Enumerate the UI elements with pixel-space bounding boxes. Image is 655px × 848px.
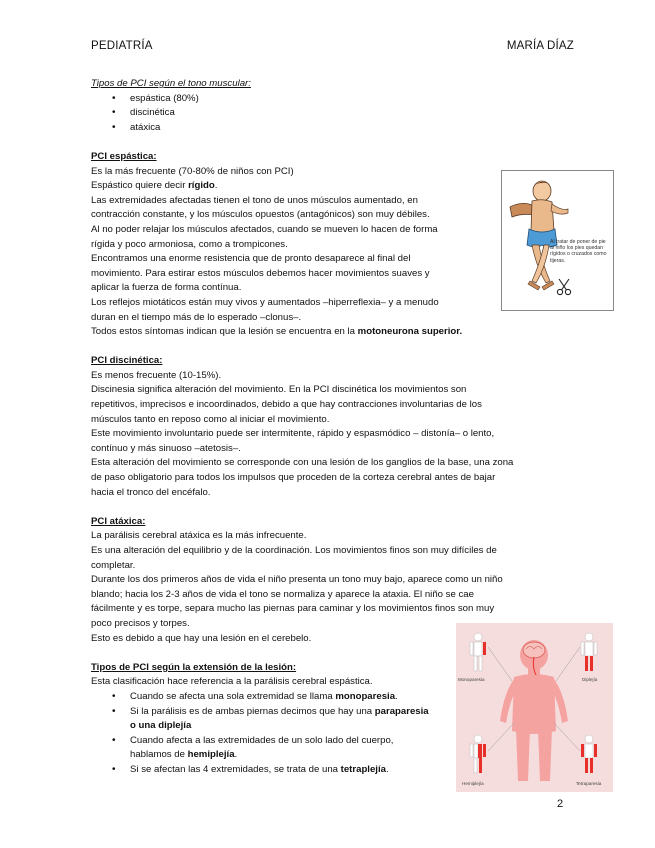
text-line: Esta alteración del movimiento se corresponde con una lesión de los ganglios de la base, una zona: [91, 457, 514, 469]
spastic-child-figure: [501, 170, 614, 311]
text-line: Esta clasificación hace referencia a la parálisis cerebral espástica.: [91, 676, 373, 688]
heading-ataxica: PCI atáxica:: [91, 515, 146, 527]
list-item: • espástica (80%): [91, 92, 561, 107]
text-line: movimiento. Para estirar estos músculos debemos hacer movimientos suaves y: [91, 267, 430, 279]
rigido-bold: rígido: [188, 180, 215, 192]
text-line: Durante los dos primeros años de vida el niño presenta un tono muy bajo, aparece como un niño: [91, 574, 503, 586]
text-line: Al no poder relajar los músculos afectados, cuando se mueven lo hacen de forma: [91, 223, 438, 235]
text-line: Los reflejos miotáticos están muy vivos y aumentados –hiperreflexia– y a menudo: [91, 296, 439, 308]
hemiplejia-figure: [470, 735, 486, 773]
text-line: rígida y poco armoniosa, como a trompicones.: [91, 238, 288, 250]
text-line: Es una alteración del equilibrio y de la coordinación. Los movimientos finos son muy difíciles de: [91, 545, 497, 556]
tetraparesia-figure: [581, 735, 597, 773]
section-title-tono: Tipos de PCI según el tono muscular:: [91, 78, 251, 89]
list-item: • discinética: [91, 106, 561, 121]
text-line: Es la más frecuente (70-80% de niños con PCI): [91, 165, 294, 177]
list-item: • Si la parálisis es de ambas piernas decimos que hay una paraparesia o una diplejía: [91, 705, 436, 734]
extension-types-figure: [456, 623, 613, 792]
body-diagram-icon: [456, 623, 613, 792]
text-line: músculos tanto en reposo como al iniciar el movimiento.: [91, 413, 330, 425]
list-item: • Si se afectan las 4 extremidades, se trata de una tetraplejía.: [91, 763, 436, 778]
text-line: Esto es debido a que hay una lesión en el cerebelo.: [91, 632, 312, 644]
text-line: contínuo y más sinuoso –atetosis–.: [91, 442, 241, 454]
text-line: Discinesia significa alteración del movimiento. En la PCI discinética los movimientos son: [91, 384, 467, 396]
heading-discinetica: PCI discinética:: [91, 355, 163, 367]
heading-extension: Tipos de PCI según la extensión de la lesión:: [91, 661, 297, 673]
text-line: de paso obligatorio para todos los impulsos que proceden de la corteza cerebral antes de bajar: [91, 472, 496, 484]
list-item: • Cuando afecta a las extremidades de un solo lado del cuerpo, hablamos de hemiplejía.: [91, 734, 436, 763]
extension-list: [91, 690, 436, 778]
diplejia-figure: [581, 633, 597, 671]
text-line: aplicar la fuerza de forma contínua.: [91, 282, 242, 294]
text-line: completar.: [91, 559, 136, 571]
text-line: fácilmente y es torpe, separa mucho las piernas para caminar y los movimientos finos son muy: [91, 603, 495, 615]
text-line: duran en el tiempo más de lo esperado –clonus–.: [91, 311, 302, 323]
label-hemiplejia: Hemiplejía: [462, 781, 484, 786]
tono-list: [91, 92, 561, 136]
text-line: Este movimiento involuntario puede ser intermitente, rápido y espasmódico – distonía– o lento,: [91, 428, 495, 440]
text-line: Es menos frecuente (10-15%).: [91, 369, 222, 381]
text-line: poco precisos y torpes.: [91, 617, 190, 629]
text-line: La parálisis cerebral atáxica es la más infrecuente.: [91, 530, 307, 542]
motoneurona-bold: motoneurona superior.: [357, 326, 463, 338]
label-diplejia: Diplejía: [582, 677, 598, 682]
text-line: hacia el tronco del encéfalo.: [91, 486, 211, 498]
header-left: PEDIATRÍA: [91, 40, 153, 52]
figure-caption: Al tratar de poner de pie al niño los pies quedan rígidos o cruzados como tijeras.: [550, 239, 607, 264]
monoparesia-figure: [470, 633, 486, 671]
list-item: • atáxica: [91, 121, 561, 136]
text-line: Las extremidades afectadas tienen el tono de unos músculos aumentado, en: [91, 194, 418, 206]
text-line: contracción constante, y los músculos opuestos (antagónicos) son muy débiles.: [91, 209, 430, 221]
text-line: repetitivos, imprecisos e incoordinados, debido a que hay contracciones involuntarias de los: [91, 399, 482, 411]
text-line: Encontramos una enorme resistencia que de pronto desaparece al final del: [91, 253, 411, 265]
header-right: MARÍA DÍAZ: [506, 40, 574, 52]
text-line: Todos estos síntomas indican que la lesión se encuentra en la motoneurona superior.: [91, 326, 463, 338]
text-line: blando; hacia los 2-3 años de vida el tono se normaliza y aparece la ataxia. El niño se cae: [91, 588, 474, 600]
list-item: • Cuando se afecta una sola extremidad se llama monoparesia.: [91, 690, 436, 705]
text-line: Espástico quiere decir rígido.: [91, 180, 218, 192]
label-monoparesia: Monoparesia: [458, 677, 485, 682]
page-number: 2: [557, 798, 564, 810]
label-tetraparesia: Tetraparesia: [576, 781, 602, 786]
scissors-icon: [557, 279, 570, 295]
heading-espastica: PCI espástica:: [91, 150, 157, 162]
